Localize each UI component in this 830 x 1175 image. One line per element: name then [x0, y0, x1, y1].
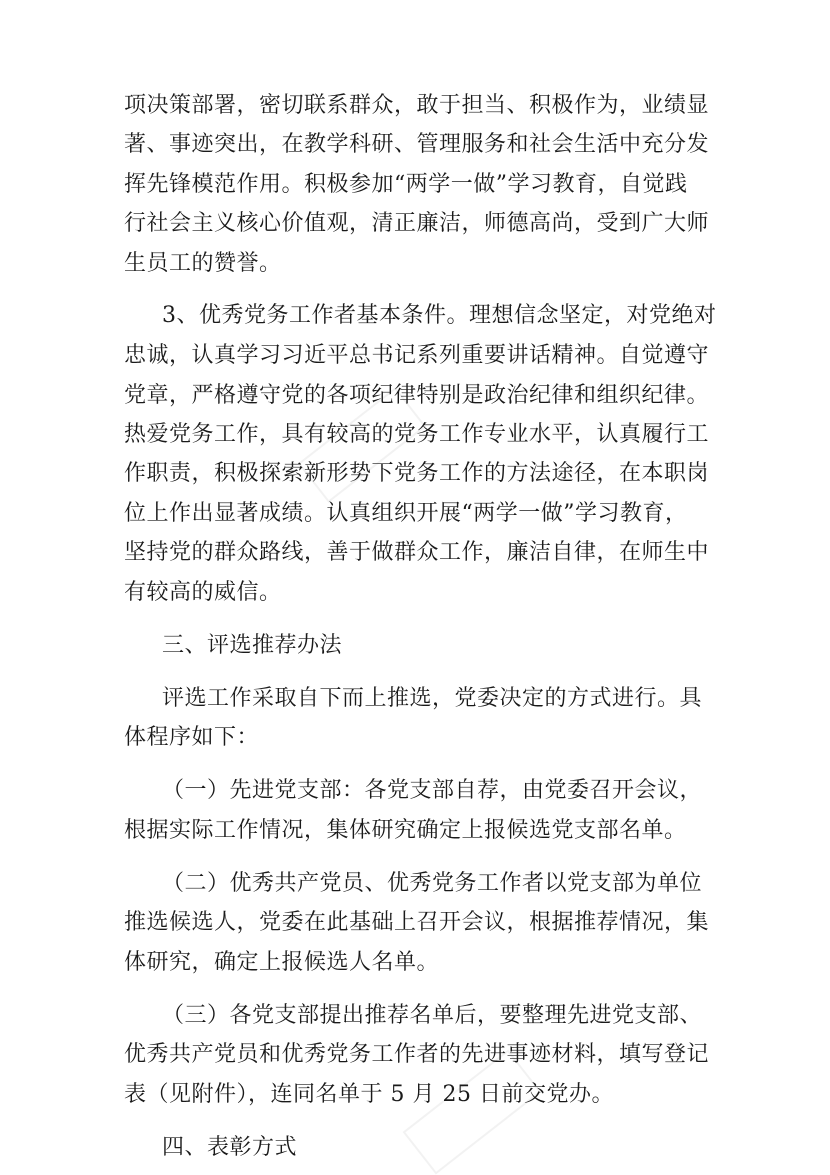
text-line: 著、事迹突出，在教学科研、管理服务和社会生活中充分发 — [124, 132, 710, 157]
text-line: （一）先进党支部：各党支部自荐，由党委召开会议， — [162, 778, 703, 803]
text-line: 表（见附件），连同名单于 5 月 25 日前交党办。 — [124, 1082, 614, 1107]
text-line: 挥先锋模范作用。积极参加“两学一做”学习教育，自觉践 — [124, 172, 688, 197]
text-line: 党章，严格遵守党的各项纪律特别是政治纪律和组织纪律。 — [124, 383, 710, 408]
text-line: 推选候选人，党委在此基础上召开会议，根据推荐情况，集 — [124, 910, 710, 935]
text-line: 体程序如下： — [124, 725, 260, 750]
text-line: 坚持党的群众路线，善于做群众工作，廉洁自律，在师生中 — [124, 540, 710, 565]
text-line: 行社会主义核心价值观，清正廉洁，师德高尚，受到广大师 — [124, 211, 710, 236]
text-line: 忠诚，认真学习习近平总书记系列重要讲话精神。自觉遵守 — [124, 343, 710, 368]
text-line: （三）各党支部提出推荐名单后，要整理先进党支部、 — [162, 1003, 703, 1028]
text-line: 体研究，确定上报候选人名单。 — [124, 950, 440, 975]
text-line: 优秀共产党员和优秀党务工作者的先进事迹材料，填写登记 — [124, 1042, 710, 1067]
text-line: 有较高的威信。 — [124, 580, 282, 605]
text-line: 位上作出显著成绩。认真组织开展“两学一做”学习教育， — [124, 501, 688, 526]
text-line: 热爱党务工作，具有较高的党务工作专业水平，认真履行工 — [124, 422, 710, 447]
text-line: 评选工作采取自下而上推选，党委决定的方式进行。具 — [162, 686, 703, 711]
section-heading: 四、表彰方式 — [162, 1135, 298, 1160]
text-line: 根据实际工作情况，集体研究确定上报候选党支部名单。 — [124, 818, 687, 843]
section-heading: 三、评选推荐办法 — [162, 633, 343, 658]
text-line: 项决策部署，密切联系群众，敢于担当、积极作为，业绩显 — [124, 93, 710, 118]
text-line: 作职责，积极探索新形势下党务工作的方法途径，在本职岗 — [124, 461, 710, 486]
text-line: （二）优秀共产党员、优秀党务工作者以党支部为单位 — [162, 871, 703, 896]
text-line: 3、优秀党务工作者基本条件。理想信念坚定，对党绝对 — [162, 303, 717, 328]
text-line: 生员工的赞誉。 — [124, 251, 282, 276]
